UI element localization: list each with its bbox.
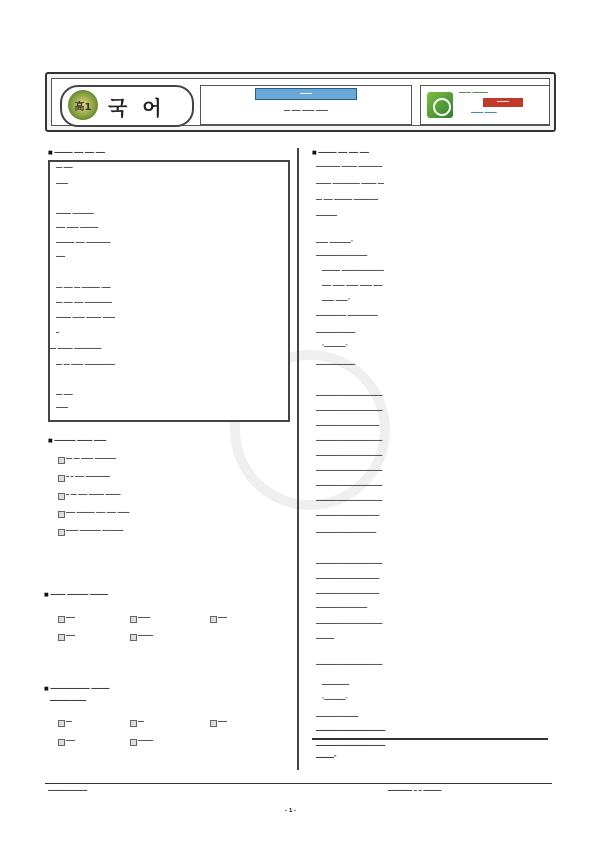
option-checkbox[interactable] xyxy=(58,475,65,482)
question4-option[interactable]: ━━━ xyxy=(66,738,76,744)
publisher-logo-panel xyxy=(420,85,550,125)
option-checkbox[interactable] xyxy=(58,634,65,641)
right-text-line: ━━━━━━━━━━━━━━━━━━━━━ xyxy=(316,423,380,429)
right-text-line: ━━━━ ━━━━━━━" xyxy=(316,240,354,246)
option-checkbox[interactable] xyxy=(58,493,65,500)
option-checkbox[interactable] xyxy=(130,634,137,641)
right-text-line: ━━━━━━━━━━━━━━━━━━━━━━ xyxy=(316,438,383,444)
box-line: ━━━━━ ━━━━━━━ xyxy=(56,211,94,217)
right-text-line: ━━━━━━━━━━━━━ xyxy=(316,330,356,336)
box-line: ━━━━━━ ━━━ ━━━━━━━━ xyxy=(56,240,111,246)
header-banner xyxy=(45,72,556,132)
right-text-line: ━━━━━━━━━━━━━━ xyxy=(316,714,359,720)
right-text-line: ━━━━━━━ xyxy=(316,213,338,219)
underline-rule xyxy=(312,738,548,740)
left-question-header: ■ ━━━━━━ ━━━ ━━━ ━━━ xyxy=(48,150,105,156)
question4-option[interactable]: ━━ xyxy=(66,719,73,725)
right-text-line: ━━━━━━━━━━━━━━━━━━━━━━ xyxy=(316,393,383,399)
right-text-line: ━━━━ ━━━━" xyxy=(322,298,350,304)
box-line: ━━━ ━━━━ ━━━━━━ xyxy=(56,225,99,231)
publisher-logo-line1: ━━━━ ━━━━━ xyxy=(459,90,488,96)
box-line: ━━ ━━━ xyxy=(56,165,73,171)
box-line: ━━ ━━━ ━━ ━━━━━━ ━━━ xyxy=(56,285,111,291)
question4-option[interactable]: ━━ xyxy=(138,719,145,725)
box-line: ━━ ━━ ━━━━ ━━━━━━━━━━ xyxy=(56,362,115,368)
publisher-logo-line2: ━━━━ xyxy=(483,98,523,107)
box-line: ━━━━ xyxy=(56,405,69,411)
question2-option[interactable]: ━ ━━ ━━━ ━━━━━ ━━━━━ xyxy=(66,492,121,498)
right-text-line: ━━━━━━━━━━━━━━━━━━━━━━ xyxy=(316,498,383,504)
column-divider xyxy=(297,148,299,770)
right-text-line: ━━━━━━━━━━━━━━━━━━━━━ xyxy=(316,513,380,519)
right-text-line: ━━━━━━━━━━━━━━━━━━━━━━━ xyxy=(316,743,386,749)
exam-info-tab xyxy=(255,88,357,100)
right-text-line: ━━━ ━━━━ ━━━━ ━━━━ ━━━ xyxy=(322,283,383,289)
right-text-line: ━━━━━━ xyxy=(316,636,335,642)
right-text-line: ━━━━━━━━━━━━━━━━━━━━━ xyxy=(316,576,380,582)
exam-info-text: ━━ ━━━ ━━━━ ━━━━ xyxy=(284,108,328,114)
option-checkbox[interactable] xyxy=(58,616,65,623)
right-text-line: ━━━━━━━━━━━━━━━━━━━━━━ xyxy=(316,483,383,489)
question3-option[interactable]: ━━━ xyxy=(218,615,228,621)
right-text-line: ━━━━━━━━━━━━━━━━━━━━━━ xyxy=(316,453,383,459)
box-line: ━ xyxy=(56,330,60,336)
right-text-line: ━━━━━━━━━━━━━━━━━━━━━ xyxy=(316,591,380,597)
option-checkbox[interactable] xyxy=(58,720,65,727)
option-checkbox[interactable] xyxy=(130,739,137,746)
right-text-line: ━━━━━━━━━━━━━━━━━━━━━━━ xyxy=(316,728,386,734)
question2-option[interactable]: ━━━ ━━━━━━ ━━━ ━━━ ━━━━ xyxy=(66,510,130,516)
box-line: ━━━━ xyxy=(56,181,69,187)
option-checkbox[interactable] xyxy=(210,616,217,623)
question3-option[interactable]: ━━━━ xyxy=(138,615,151,621)
right-text-line: ━━━━━━━━━━━━━━━━━━━━ xyxy=(316,530,377,536)
box-line: ━━ ━━━━━ ━━━━━━━━━ xyxy=(50,346,102,352)
right-text-line: ━━━━━━━━━━━━━━━━━━━━━━ xyxy=(316,408,383,414)
option-checkbox[interactable] xyxy=(210,720,217,727)
option-checkbox[interactable] xyxy=(130,720,137,727)
question2-header: ■ ━━━━━━━ ━━━━━ ━━━━ xyxy=(48,438,107,444)
right-text-line: ━━━━━━━━━ xyxy=(322,682,350,688)
box-line: ━━ ━━━ ━━━ ━━━━━━━━━ xyxy=(56,300,112,306)
question4-header-line1: ■ ━━━━━━━━━━━━━ ━━━━━━ xyxy=(44,686,110,692)
right-text-line: "━━━━━━━" xyxy=(322,697,348,703)
right-text-line: ━━━━━━━━━━━━━━━━━━━━━━ xyxy=(316,561,383,567)
option-checkbox[interactable] xyxy=(58,739,65,746)
subject-badge-icon xyxy=(68,90,98,120)
right-question-header: ■ ━━━━━━ ━━━ ━━━ ━━━ xyxy=(312,150,369,156)
question2-option[interactable]: ━━ ━━ ━━━━ ━━━━━━━ xyxy=(66,456,116,462)
right-text-line: ━━━━━━━━━━ ━━━━━━━━━━ xyxy=(316,313,378,319)
question3-option[interactable]: ━━━━━ xyxy=(138,633,154,639)
subject-title: 국 어 xyxy=(108,96,166,120)
subject-badge-text: 高1 xyxy=(74,102,92,113)
right-text-line: ━━━━━━━━━━━━━━━━━ xyxy=(316,253,368,259)
header-inner-frame xyxy=(51,78,550,126)
right-text-line: ━━━━━━" xyxy=(316,755,337,761)
option-checkbox[interactable] xyxy=(58,457,65,464)
right-text-line: ━━━━━ ━━━━━━━━━ ━━━━━ ━━ xyxy=(316,181,384,187)
option-checkbox[interactable] xyxy=(58,511,65,518)
exam-info-panel xyxy=(200,85,412,125)
question3-option[interactable]: ━━━ xyxy=(66,633,76,639)
option-checkbox[interactable] xyxy=(58,529,65,536)
publisher-logo-line3: ━━━━ ━━━━ xyxy=(471,110,497,116)
question2-option[interactable]: ━ ━ ━━━ ━━━━━━━━ xyxy=(66,474,110,480)
subject-panel xyxy=(60,85,194,127)
right-text-line: ━━━━━━ ━━━━━━━━━━━━━━ xyxy=(322,268,384,274)
right-text-line: ━━ ━━━ ━━━━━━ ━━━━━━━━ xyxy=(316,197,378,203)
right-text-line: ━━━━━━━━━━━━━ xyxy=(316,362,356,368)
footer-right-text: ━━━━━━━━ ━ ━ ━━━━━━ xyxy=(388,788,442,794)
exam-info-tab-label: ━━━━ xyxy=(299,91,313,97)
page-number: - 1 - xyxy=(285,808,297,814)
right-text-line: "━━━━━━━" xyxy=(322,344,348,350)
right-text-line: ━━━━━━━━ ━━━━━ ━━━━━━━━ xyxy=(316,164,383,170)
box-line: ━━ ━━━ xyxy=(56,392,73,398)
box-line: ━━━━━ ━━━━ ━━━━━ ━━━━ xyxy=(56,315,115,321)
right-text-line: ━━━━━━━━━━━━━━━━━━━━━━ xyxy=(316,662,383,668)
publisher-logo-icon xyxy=(427,92,453,118)
question3-header: ■ ━━━━━ ━━━━━━━ ━━━━━━ xyxy=(44,592,109,598)
question3-option[interactable]: ━━━ xyxy=(66,615,76,621)
box-line: ━━━ xyxy=(56,254,66,260)
footer-rule xyxy=(45,783,552,784)
footer-left-text: ━━━━━━━━━━━━━ xyxy=(48,788,88,794)
question4-option[interactable]: ━━━ xyxy=(218,719,228,725)
right-text-line: ━━━━━━━━━━━━━━━━━━━━━━ xyxy=(316,621,383,627)
option-checkbox[interactable] xyxy=(130,616,137,623)
question2-option[interactable]: ━━━━ ━━━━━━━ ━━━━━━━ xyxy=(66,528,124,534)
question4-header-line2: ━━━━━━━━━━━━ xyxy=(50,698,87,704)
right-text-line: ━━━━━━━━━━━━━━━━━━━━━━ xyxy=(316,468,383,474)
right-text-line: ━━━━━━━━━━━━━━━━━ xyxy=(316,605,368,611)
question4-option[interactable]: ━━━━━ xyxy=(138,738,154,744)
